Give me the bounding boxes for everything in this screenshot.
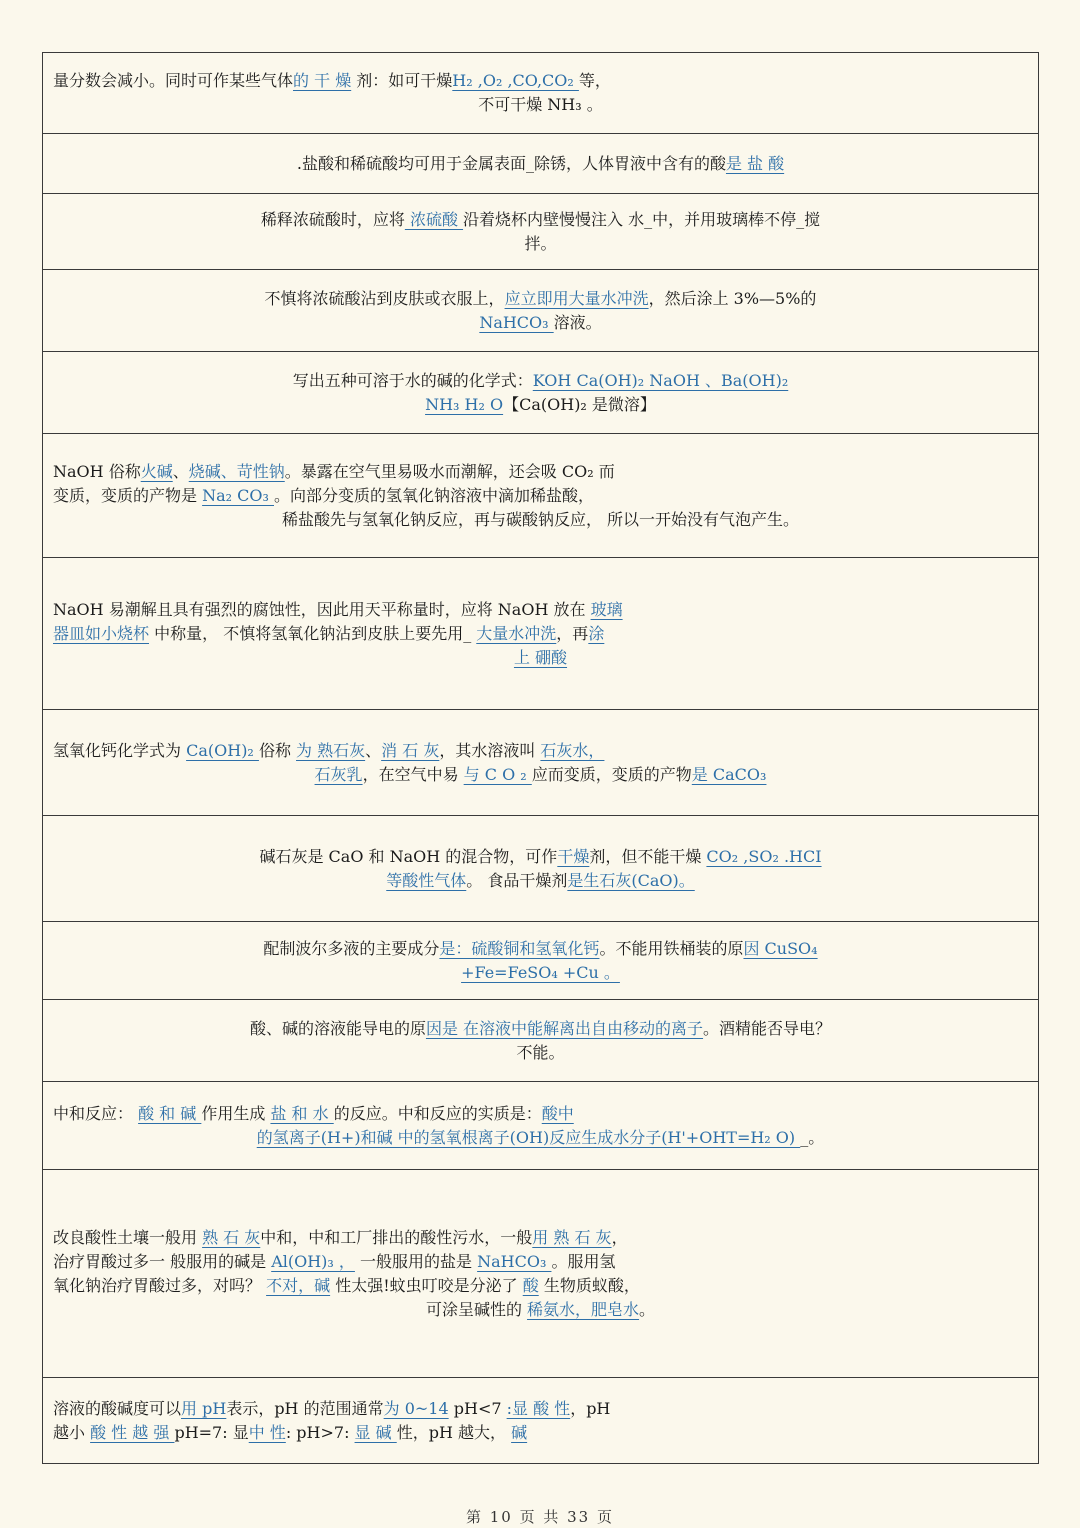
- note-line: [53, 1250, 1028, 1274]
- answer-text: 酸 性 越 强: [90, 1422, 175, 1442]
- note-text: 中称量， 不慎将氢氧化钠沾到皮肤上要先用_: [149, 623, 477, 643]
- answer-text: 是 CaCO₃: [691, 764, 767, 784]
- answer-text: 是：硫酸铜和氢氧化钙: [439, 938, 600, 958]
- note-line: [53, 508, 1028, 532]
- answer-text: 酸: [522, 1275, 539, 1295]
- note-text: 变质，变质的产物是: [53, 485, 203, 505]
- note-text: ，在空气中易: [362, 764, 464, 784]
- note-text: pH=7: 显: [174, 1422, 249, 1442]
- note-text: ，: [611, 1227, 628, 1247]
- answer-text: 浓硫酸: [404, 209, 464, 229]
- table-row: [43, 816, 1038, 922]
- note-text: 量分数会减小。同时可作某些气体: [53, 71, 294, 90]
- note-text: 改良酸性土壤一般用: [53, 1227, 203, 1247]
- answer-text: NaHCO₃: [479, 312, 554, 332]
- answer-text: 的氢离子(H+)和碱 中的氢氧根离子(OH)反应生成水分子(H'+OHT=H₂ O): [256, 1127, 801, 1147]
- note-line: [53, 1041, 1028, 1065]
- answer-text: 上 硼酸: [513, 647, 568, 667]
- note-line: [53, 152, 1028, 176]
- note-text: 氧化钠治疗胃酸过多，对吗？: [53, 1275, 267, 1295]
- answer-text: 石灰水，: [540, 740, 605, 760]
- answer-text: CO₂ ,SO₂ .HCI: [706, 846, 822, 866]
- answer-text: 是 盐 酸: [725, 153, 785, 173]
- answer-text: +Fe=FeSO₄ +Cu 。: [461, 962, 620, 982]
- note-text: 。酒精能否导电？: [703, 1018, 832, 1038]
- note-text: NaOH 俗称: [53, 461, 141, 481]
- table-row: [43, 194, 1038, 270]
- answer-text: 消 石 灰: [381, 740, 440, 760]
- table-row: [43, 1082, 1038, 1170]
- note-line: [53, 622, 1028, 646]
- answer-text: 的 干 燥: [293, 71, 352, 90]
- note-line: [53, 845, 1028, 869]
- answer-text: Ca(OH)₂: [186, 740, 259, 760]
- answer-text: 因 CuSO₄: [743, 938, 818, 958]
- note-text: ，再: [556, 623, 589, 643]
- note-text: 。向部分变质的氢氧化钠溶液中滴加稀盐酸，: [274, 485, 595, 505]
- answer-text: 涂: [588, 623, 605, 643]
- answer-text: 为 0~14: [383, 1398, 449, 1418]
- note-text: 。 食品干燥剂: [466, 870, 568, 890]
- note-line: [53, 1397, 1028, 1421]
- answer-text: 干燥: [557, 846, 590, 866]
- note-line: [53, 1017, 1028, 1041]
- answer-text: 应立即用大量水冲洗: [504, 288, 649, 308]
- note-line: [53, 1298, 1028, 1322]
- answer-text: NH₃ H₂ O: [425, 394, 504, 414]
- note-line: [53, 69, 1028, 93]
- note-text: 氢氧化钙化学式为: [53, 740, 187, 760]
- answer-text: 大量水冲洗: [476, 623, 557, 643]
- note-text: 配制波尔多液的主要成分: [263, 938, 440, 958]
- answer-text: :显 酸 性: [506, 1398, 571, 1418]
- note-text: 中和，中和工厂排出的酸性污水，一般: [260, 1227, 533, 1247]
- note-text: .盐酸和稀硫酸均可用于金属表面_除锈，人体胃液中含有的酸: [296, 153, 726, 173]
- note-text: 俗称: [258, 740, 297, 760]
- answer-text: 不对，碱: [266, 1275, 331, 1295]
- page-footer: 第 10 页 共 33 页: [465, 1508, 614, 1526]
- note-text: 稀释浓硫酸时，应将: [260, 209, 405, 229]
- note-line: [53, 287, 1028, 311]
- note-text: 不可干燥 NH₃ 。: [478, 95, 603, 114]
- note-text: : pH>7:: [285, 1422, 355, 1442]
- answer-text: 碱: [511, 1422, 528, 1442]
- note-line: [53, 369, 1028, 393]
- note-text: 剂，但不能干燥: [589, 846, 707, 866]
- note-text: 不慎将浓硫酸沾到皮肤或衣服上，: [264, 288, 505, 308]
- note-text: 一般服用的盐是: [354, 1251, 478, 1271]
- note-text: 可涂呈碱性的: [425, 1299, 528, 1319]
- table-row: [43, 558, 1038, 710]
- answer-text: 酸 和 碱: [138, 1103, 202, 1123]
- note-text: ，其水溶液叫: [439, 740, 541, 760]
- note-line: [53, 208, 1028, 232]
- note-text: 、: [172, 461, 189, 481]
- note-text: 性，pH 越大，: [396, 1422, 512, 1442]
- answer-text: 用 pH: [181, 1398, 227, 1418]
- answer-text: 熟 石 灰: [202, 1227, 261, 1247]
- note-text: 越小: [53, 1422, 91, 1442]
- note-text: pH<7: [448, 1398, 507, 1418]
- note-text: 。: [639, 1299, 656, 1319]
- table-row: [43, 1170, 1038, 1378]
- table-row: [43, 134, 1038, 194]
- answer-text: 是生石灰(CaO)。: [567, 870, 695, 890]
- answer-text: 器皿如小烧杯: [53, 623, 150, 643]
- table-row: [43, 1000, 1038, 1082]
- answer-text: 酸中: [541, 1103, 574, 1123]
- answer-text: 显 碱: [354, 1422, 397, 1442]
- note-line: [53, 393, 1028, 417]
- table-row: [43, 434, 1038, 558]
- note-text: 溶液的酸碱度可以: [53, 1398, 182, 1418]
- note-text: 碱石灰是 CaO 和 NaOH 的混合物，可作: [259, 846, 558, 866]
- table-row: [43, 922, 1038, 1000]
- note-text: 沿着烧杯内壁慢慢注入 水_中，并用玻璃棒不停_搅: [463, 209, 821, 229]
- answer-text: 稀氨水，肥皂水: [527, 1299, 640, 1319]
- note-text: 生物质蚁酸，: [538, 1275, 640, 1295]
- note-text: 、: [365, 740, 382, 760]
- answer-text: Al(OH)₃ ，: [271, 1251, 355, 1271]
- answer-text: 为 熟石灰: [296, 740, 366, 760]
- note-text: 治疗胃酸过多一 般服用的碱是: [53, 1251, 272, 1271]
- table-row: [43, 52, 1038, 134]
- table-row: [43, 270, 1038, 352]
- note-text: ，然后涂上 3%—5%的: [648, 288, 817, 308]
- note-text: 不能。: [516, 1042, 565, 1062]
- answer-text: NaHCO₃: [477, 1251, 552, 1271]
- table-row: [43, 1378, 1038, 1464]
- note-line: [53, 739, 1028, 763]
- answer-text: 盐 和 水: [270, 1103, 334, 1123]
- note-text: 。暴露在空气里易吸水而潮解，还会吸 CO₂ 而: [284, 461, 615, 481]
- note-text: NaOH 易潮解且具有强烈的腐蚀性，因此用天平称量时，应将 NaOH 放在: [53, 599, 591, 619]
- note-line: [53, 646, 1028, 670]
- note-text: ，pH: [570, 1398, 611, 1418]
- answer-text: 中 性: [248, 1422, 286, 1442]
- answer-text: 与 C O ₂: [463, 764, 532, 784]
- note-line: [53, 869, 1028, 893]
- note-text: 剂：如可干燥: [351, 71, 453, 90]
- answer-text: 等酸性气体: [386, 870, 467, 890]
- note-line: [53, 1126, 1028, 1150]
- note-line: [53, 311, 1028, 335]
- note-line: [53, 1226, 1028, 1250]
- answer-text: 烧碱、苛性钠: [188, 461, 285, 481]
- note-line: [53, 1102, 1028, 1126]
- answer-text: Na₂ CO₃: [202, 485, 274, 505]
- note-text: 等，: [578, 71, 611, 90]
- answer-text: 玻璃: [590, 599, 623, 619]
- note-line: [53, 1274, 1028, 1298]
- table-row: [43, 710, 1038, 816]
- answer-text: H₂ ,O₂ ,CO,CO₂: [452, 71, 579, 90]
- note-line: [53, 93, 1028, 117]
- note-line: [53, 484, 1028, 508]
- note-line: [53, 232, 1028, 256]
- note-text: 稀盐酸先与氢氧化钠反应，再与碳酸钠反应， 所以一开始没有气泡产生。: [281, 509, 800, 529]
- answer-text: KOH Ca(OH)₂ NaOH 、Ba(OH)₂: [532, 370, 789, 390]
- note-text: 中和反应：: [53, 1103, 139, 1123]
- note-text: 性太强!蚊虫叮咬是分泌了: [330, 1275, 523, 1295]
- note-text: 。服用氢: [551, 1251, 616, 1271]
- note-text: 拌。: [524, 233, 557, 253]
- note-line: [53, 961, 1028, 985]
- note-text: 溶液。: [553, 312, 602, 332]
- answer-text: 因是 在溶液中能解离出自由移动的离子: [425, 1018, 704, 1038]
- note-text: 【Ca(OH)₂ 是微溶】: [503, 394, 656, 414]
- answer-text: 火碱: [140, 461, 173, 481]
- answer-text: 用 熟 石 灰: [532, 1227, 612, 1247]
- note-text: 表示，pH 的范围通常: [226, 1398, 384, 1418]
- table-row: [43, 352, 1038, 434]
- note-text: 。不能用铁桶装的原: [599, 938, 744, 958]
- note-line: [53, 763, 1028, 787]
- note-text: 应而变质，变质的产物: [531, 764, 692, 784]
- note-line: [53, 1421, 1028, 1445]
- note-text: 作用生成: [201, 1103, 271, 1123]
- note-text: _。: [800, 1127, 825, 1147]
- note-line: [53, 937, 1028, 961]
- note-table: [42, 52, 1039, 1464]
- answer-text: 石灰乳: [314, 764, 363, 784]
- note-text: 的反应。中和反应的实质是：: [333, 1103, 542, 1123]
- note-text: 写出五种可溶于水的碱的化学式：: [292, 370, 533, 390]
- note-line: [53, 598, 1028, 622]
- note-text: 酸、碱的溶液能导电的原: [249, 1018, 426, 1038]
- note-line: [53, 460, 1028, 484]
